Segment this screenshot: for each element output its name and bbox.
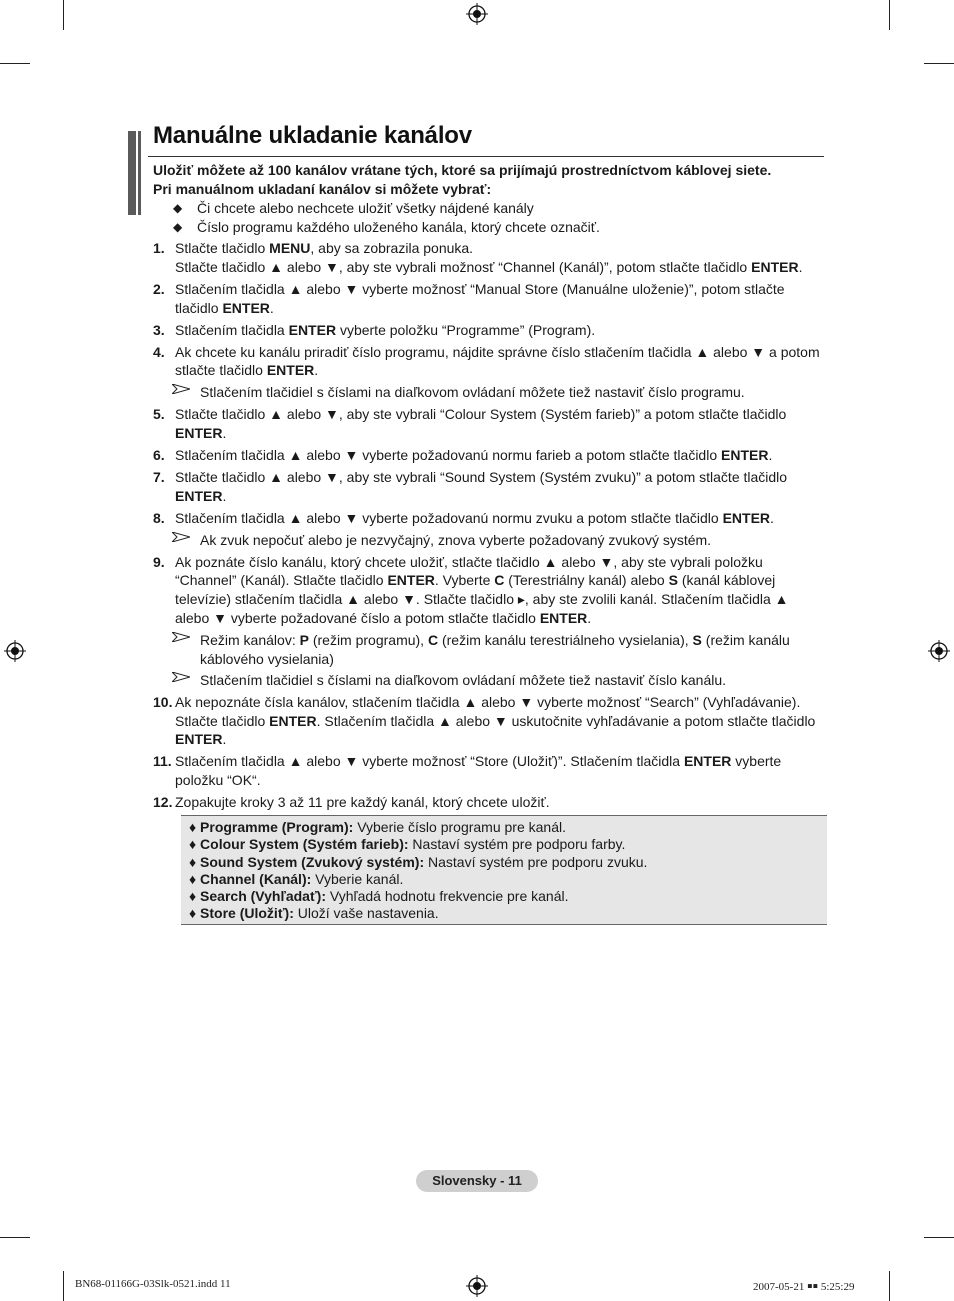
text-run: (režim kanálu káblového vysielania) xyxy=(200,631,790,667)
text-run: Stlačením tlačidiel s číslami na diaľkovom ovládaní môžete tiež nastaviť číslo kanálu. xyxy=(200,672,727,689)
text-run: Stlačením tlačidla ▲ alebo ▼ vyberte požadovanú normu farieb a potom stlačte tlačidlo xyxy=(175,446,721,463)
text-run: Stlačením tlačidiel s číslami na diaľkovom ovládaní môžete tiež nastaviť číslo programu. xyxy=(200,384,745,401)
step-item xyxy=(153,405,823,442)
step-item xyxy=(153,280,823,317)
text-run: . xyxy=(222,424,227,441)
intro-bullet-text: Číslo programu každého uloženého kanála, ktorý chcete označiť. xyxy=(197,219,600,235)
text-run: Stlačte tlačidlo xyxy=(175,240,270,256)
registration-mark-icon xyxy=(466,1275,488,1297)
note-arrow-icon xyxy=(172,532,190,542)
info-box-item xyxy=(189,871,827,888)
step-item xyxy=(153,509,823,528)
text-run: (režim programu), xyxy=(308,631,428,648)
diamond-bullet-icon: ♦ xyxy=(189,853,201,870)
step-item xyxy=(153,321,823,340)
info-box-item xyxy=(189,888,827,905)
diamond-bullet-icon: ♦ xyxy=(189,870,201,887)
diamond-bullet-icon: ♦ xyxy=(189,836,201,853)
bold-term: C xyxy=(494,572,505,589)
text-run: Režim kanálov: xyxy=(200,631,300,648)
info-box-text: Uloží vaše nastavenia. xyxy=(293,905,439,922)
bold-term: ENTER xyxy=(266,362,315,379)
info-box-text: Vyberie kanál. xyxy=(311,870,404,887)
registration-mark-icon xyxy=(4,640,26,662)
step-number: 5. xyxy=(153,406,165,423)
text-run: vyberte položku “Programme” (Program). xyxy=(336,321,596,338)
crop-mark xyxy=(63,1271,64,1301)
intro-line-1: Uložiť môžete až 100 kanálov vrátane tých, ktoré sa prijímajú prostredníctvom káblovej siete. xyxy=(153,162,772,178)
info-box-label: Sound System (Zvukový systém): xyxy=(200,853,425,870)
bold-term: ENTER xyxy=(721,446,769,463)
info-box-text: Nastaví systém pre podporu farby. xyxy=(408,836,626,853)
intro-bullet xyxy=(153,199,833,218)
bold-term: C xyxy=(427,631,439,648)
step-number: 12. xyxy=(153,794,173,811)
bold-term: ENTER xyxy=(722,509,771,526)
bold-term: ENTER xyxy=(288,321,337,338)
diamond-bullet-icon: ♦ xyxy=(189,888,201,905)
text-run: . xyxy=(314,362,319,379)
bold-term: MENU xyxy=(269,240,311,256)
bold-term: P xyxy=(299,631,309,648)
text-run: Stlačením tlačidla xyxy=(175,321,289,338)
text-run: Stlačením tlačidla ▲ alebo ▼ vyberte požadovanú normu zvuku a potom stlačte tlačidlo xyxy=(175,509,723,526)
bold-term: ENTER xyxy=(539,609,588,626)
info-box xyxy=(181,815,827,925)
date-slug: 2007-05-21 ￭￭ 5:25:29 xyxy=(753,1281,855,1293)
crop-mark xyxy=(63,0,64,30)
text-run: vyberte položku “OK“. xyxy=(175,753,782,789)
text-run: . xyxy=(768,446,773,463)
step-note xyxy=(153,671,823,690)
crop-mark xyxy=(924,1237,954,1238)
step-number: 10. xyxy=(153,693,173,710)
bold-term: S xyxy=(668,572,678,589)
diamond-bullet-icon: ◆ xyxy=(173,220,183,234)
info-box-text: Vyberie číslo programu pre kanál. xyxy=(353,819,567,835)
text-run: Ak zvuk nepočuť alebo je nezvyčajný, znova vyberte požadovaný zvukový systém. xyxy=(200,531,712,548)
text-run: Stlačením tlačidla ▲ alebo ▼ vyberte možnosť “Manual Store (Manuálne uloženie)”, potom stlačte tlačidlo xyxy=(175,280,785,316)
bold-term: ENTER xyxy=(751,258,799,275)
step-item xyxy=(153,693,823,749)
bold-term: ENTER xyxy=(683,753,732,770)
crop-mark xyxy=(889,0,890,30)
text-run: Stlačte tlačidlo ▲ alebo ▼, aby ste vybrali možnosť “Channel (Kanál)”, potom stlačte tlačidlo xyxy=(175,258,752,275)
steps-list xyxy=(153,239,823,815)
info-box-label: Store (Uložiť): xyxy=(200,905,294,922)
bold-term: ENTER xyxy=(175,424,223,441)
step-item xyxy=(153,239,823,276)
bold-term: ENTER xyxy=(387,572,435,589)
step-note xyxy=(153,383,823,402)
text-run: . xyxy=(269,299,274,316)
registration-mark-icon xyxy=(466,3,488,25)
page-title: Manuálne ukladanie kanálov xyxy=(153,122,472,149)
note-arrow-icon xyxy=(172,672,190,682)
step-number: 4. xyxy=(153,343,165,360)
bold-term: ENTER xyxy=(222,299,270,316)
bold-term: ENTER xyxy=(175,487,223,504)
note-arrow-icon xyxy=(172,632,190,642)
step-item xyxy=(153,446,823,465)
intro-bullet-text: Či chcete alebo nechcete uložiť všetky nájdené kanály xyxy=(197,200,534,216)
diamond-bullet-icon: ◆ xyxy=(173,201,183,215)
text-run: . xyxy=(222,731,227,748)
intro-section xyxy=(153,161,833,237)
text-run: . xyxy=(798,258,803,275)
step-number: 8. xyxy=(153,509,165,526)
step-item xyxy=(153,343,823,380)
text-run: , aby sa zobrazila ponuka. xyxy=(310,240,474,256)
diamond-bullet-icon: ♦ xyxy=(189,819,201,835)
bold-term: S xyxy=(692,631,702,648)
step-number: 2. xyxy=(153,280,165,297)
step-number: 6. xyxy=(153,446,165,463)
info-box-label: Channel (Kanál): xyxy=(200,870,312,887)
info-box-label: Colour System (Systém farieb): xyxy=(200,836,409,853)
crop-mark xyxy=(0,1237,30,1238)
intro-line-2: Pri manuálnom ukladaní kanálov si môžete vybrať: xyxy=(153,181,492,197)
step-item xyxy=(153,752,823,789)
text-run: Stlačením tlačidla ▲ alebo ▼ vyberte možnosť “Store (Uložiť)”. Stlačením tlačidla xyxy=(175,753,684,770)
crop-mark xyxy=(889,1271,890,1301)
info-box-item xyxy=(189,836,827,853)
intro-bullet xyxy=(153,218,833,237)
step-number: 7. xyxy=(153,469,165,486)
text-run: Stlačte tlačidlo ▲ alebo ▼, aby ste vybrali “Colour System (Systém farieb)” a potom stlačte tlačidlo xyxy=(175,406,787,423)
text-run: (kanál káblovej televízie) stlačením tlačidla ▲ alebo ▼. Stlačte tlačidlo ▸, aby ste zvolili kanál. Stlačením tlačidla ▲ alebo ▼ vyberte požadované číslo a potom stlačte tlačidlo xyxy=(175,572,789,626)
step-note xyxy=(153,631,823,668)
text-run: Ak chcete ku kanálu priradiť číslo programu, nájdite správne číslo stlačením tlačidla ▲ alebo ▼ a potom stlačte tlačidlo xyxy=(175,343,820,379)
info-box-label: Programme (Program): xyxy=(200,819,354,835)
step-note xyxy=(153,531,823,550)
text-run: . Stlačením tlačidla ▲ alebo ▼ uskutočnite vyhľadávanie a potom stlačte tlačidlo xyxy=(316,712,816,729)
step-item xyxy=(153,793,823,812)
text-run: (režim kanálu terestriálneho vysielania), xyxy=(438,631,693,648)
text-run: . Vyberte xyxy=(434,572,495,589)
text-run: Ak nepoznáte čísla kanálov, stlačením tlačidla ▲ alebo ▼ vyberte možnosť “Search” (Vyhľadávanie). Stlačte tlačidlo xyxy=(175,693,801,729)
bold-term: ENTER xyxy=(175,731,223,748)
info-box-text: Vyhľadá hodnotu frekvencie pre kanál. xyxy=(326,888,569,905)
crop-mark xyxy=(0,63,30,64)
step-number: 11. xyxy=(153,753,172,770)
info-box-item xyxy=(189,905,827,922)
text-run: . xyxy=(222,487,227,504)
step-number: 3. xyxy=(153,321,165,338)
info-box-label: Search (Vyhľadať): xyxy=(200,888,326,905)
step-number: 9. xyxy=(153,553,165,570)
note-arrow-icon xyxy=(172,384,190,394)
text-run: . xyxy=(770,509,774,526)
registration-mark-icon xyxy=(928,640,950,662)
bold-term: ENTER xyxy=(269,712,317,729)
info-box-item xyxy=(189,854,827,871)
step-number: 1. xyxy=(153,240,165,256)
step-item xyxy=(153,553,823,628)
text-run: Ak poznáte číslo kanálu, ktorý chcete uložiť, stlačte tlačidlo ▲ alebo ▼, aby ste vybrali položku “Channel” (Kanál). Stlačte tlačidlo xyxy=(175,553,763,589)
info-box-item xyxy=(189,819,827,836)
text-run: (Terestriálny kanál) alebo xyxy=(504,572,669,589)
text-run: Stlačte tlačidlo ▲ alebo ▼, aby ste vybrali “Sound System (Systém zvuku)” a potom stlačte tlačidlo xyxy=(175,469,788,486)
diamond-bullet-icon: ♦ xyxy=(189,905,201,922)
crop-mark xyxy=(924,63,954,64)
info-box-text: Nastaví systém pre podporu zvuku. xyxy=(424,853,648,870)
text-run: . xyxy=(587,609,592,626)
file-slug: BN68-01166G-03Slk-0521.indd 11 xyxy=(75,1278,231,1290)
title-rule xyxy=(148,156,824,157)
page-number-badge: Slovensky - 11 xyxy=(416,1170,538,1192)
text-run: Zopakujte kroky 3 až 11 pre každý kanál, ktorý chcete uložiť. xyxy=(175,794,550,811)
step-item xyxy=(153,468,823,505)
title-decoration-bars xyxy=(128,131,142,215)
